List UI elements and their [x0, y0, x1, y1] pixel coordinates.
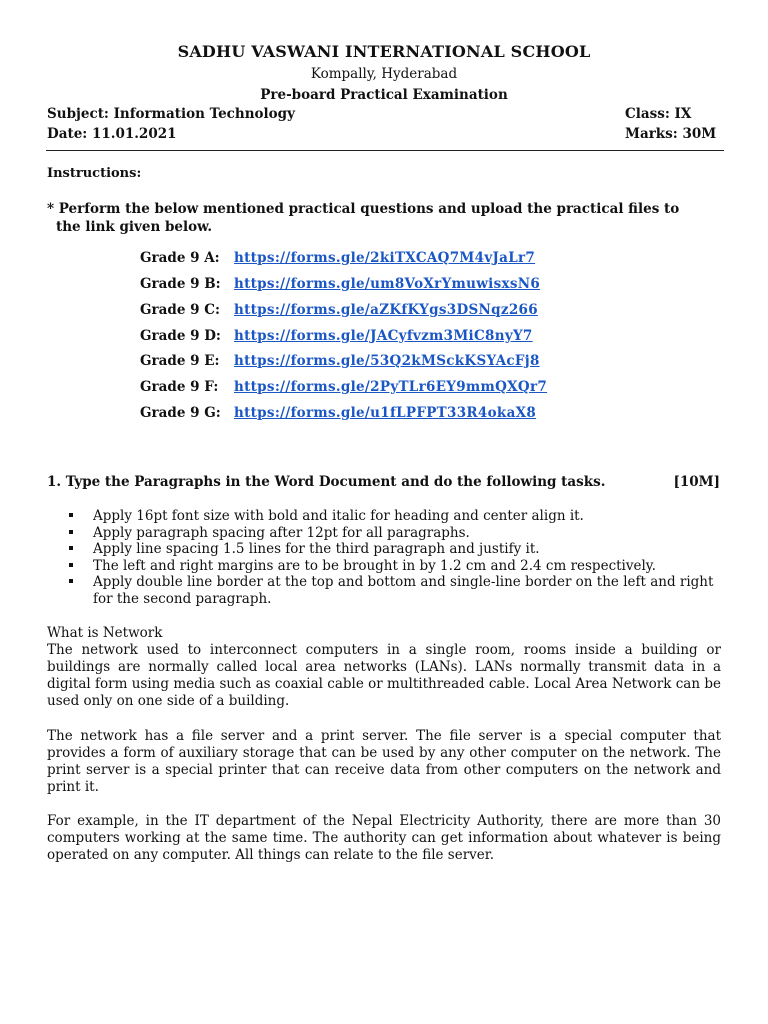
question-1-text: 1. Type the Paragraphs in the Word Document and do the following tasks.	[47, 474, 606, 490]
task-text: The left and right margins are to be brought in by 1.2 cm and 2.4 cm respectively.	[93, 557, 656, 574]
task-list	[69, 508, 725, 607]
instructions-line-1: * Perform the below mentioned practical questions and upload the practical files to	[47, 201, 680, 217]
task-text: Apply double line border at the top and bottom and single-line border on the left and right for the second paragraph.	[93, 574, 714, 607]
grade-link[interactable]: https://forms.gle/JACyfvzm3MiC8nyY7	[234, 328, 533, 344]
grade-label: Grade 9 E:	[140, 353, 220, 369]
grade-link[interactable]: https://forms.gle/53Q2kMSckKSYAcFj8	[234, 353, 540, 369]
grade-link-row	[140, 250, 535, 266]
passage-paragraph-2: The network has a file server and a print server. The file server is a special computer that provides a form of auxiliary storage that can be used by any other computer on the network. The print server is a special printer that can receive data from other computers on the network and print it.	[47, 728, 721, 795]
task-text: Apply paragraph spacing after 12pt for all paragraphs.	[93, 524, 470, 541]
question-1	[47, 474, 720, 490]
question-1-marks: [10M]	[673, 474, 720, 490]
grade-link-row	[140, 328, 533, 344]
grade-label: Grade 9 A:	[140, 250, 220, 266]
bullet-icon	[69, 530, 73, 534]
grade-link[interactable]: https://forms.gle/u1fLPFPT33R4okaX8	[234, 405, 537, 421]
passage-paragraph-1: The network used to interconnect computers in a single room, rooms inside a building or buildings are normally called local area networks (LANs). LANs normally transmit data in a digital form using media such as coaxial cable or multithreaded cable. Local Area Network can be used only on one side of a building.	[47, 642, 721, 709]
grade-label: Grade 9 G:	[140, 405, 221, 421]
instructions-line-2: the link given below.	[56, 219, 213, 235]
subject-label: Subject: Information Technology	[47, 106, 295, 122]
marks-label: Marks: 30M	[625, 126, 717, 142]
list-item	[69, 525, 725, 542]
grade-label: Grade 9 F:	[140, 379, 219, 395]
grade-link[interactable]: https://forms.gle/aZKfKYgs3DSNqz266	[234, 302, 538, 318]
list-item	[69, 558, 725, 575]
list-item	[69, 541, 725, 558]
bullet-icon	[69, 513, 73, 517]
grade-link-row	[140, 302, 538, 318]
school-name: SADHU VASWANI INTERNATIONAL SCHOOL	[177, 42, 591, 61]
grade-label: Grade 9 D:	[140, 328, 221, 344]
passage-paragraph-3: For example, in the IT department of the Nepal Electricity Authority, there are more than 30 computers working at the same time. The authority can get information about whatever is being operated on any computer. All things can relate to the file server.	[47, 813, 721, 863]
grade-link[interactable]: https://forms.gle/2kiTXCAQ7M4vJaLr7	[234, 250, 536, 266]
grade-link-row	[140, 276, 540, 292]
grade-link-row	[140, 353, 540, 369]
bullet-icon	[69, 546, 73, 550]
grade-link[interactable]: https://forms.gle/2PyTLr6EY9mmQXQr7	[234, 379, 548, 395]
subject-row	[47, 106, 720, 122]
grade-link-row	[140, 405, 536, 421]
grade-link[interactable]: https://forms.gle/um8VoXrYmuwisxsN6	[234, 276, 541, 292]
grade-label: Grade 9 C:	[140, 302, 220, 318]
list-item	[69, 508, 725, 525]
bullet-icon	[69, 579, 73, 583]
exam-title: Pre-board Practical Examination	[260, 87, 508, 103]
grade-link-row	[140, 379, 547, 395]
passage-heading: What is Network	[47, 625, 163, 641]
grade-label: Grade 9 B:	[140, 276, 221, 292]
list-item	[69, 574, 725, 607]
date-label: Date: 11.01.2021	[47, 126, 177, 142]
school-location: Kompally, Hyderabad	[310, 66, 458, 82]
date-row	[47, 126, 720, 142]
instructions-title: Instructions:	[47, 166, 142, 181]
header-divider	[46, 150, 724, 151]
task-text: Apply line spacing 1.5 lines for the third paragraph and justify it.	[93, 541, 540, 557]
task-text: Apply 16pt font size with bold and italic for heading and center align it.	[93, 508, 584, 524]
instructions-note	[47, 200, 727, 236]
class-label: Class: IX	[625, 106, 692, 122]
bullet-icon	[69, 563, 73, 567]
